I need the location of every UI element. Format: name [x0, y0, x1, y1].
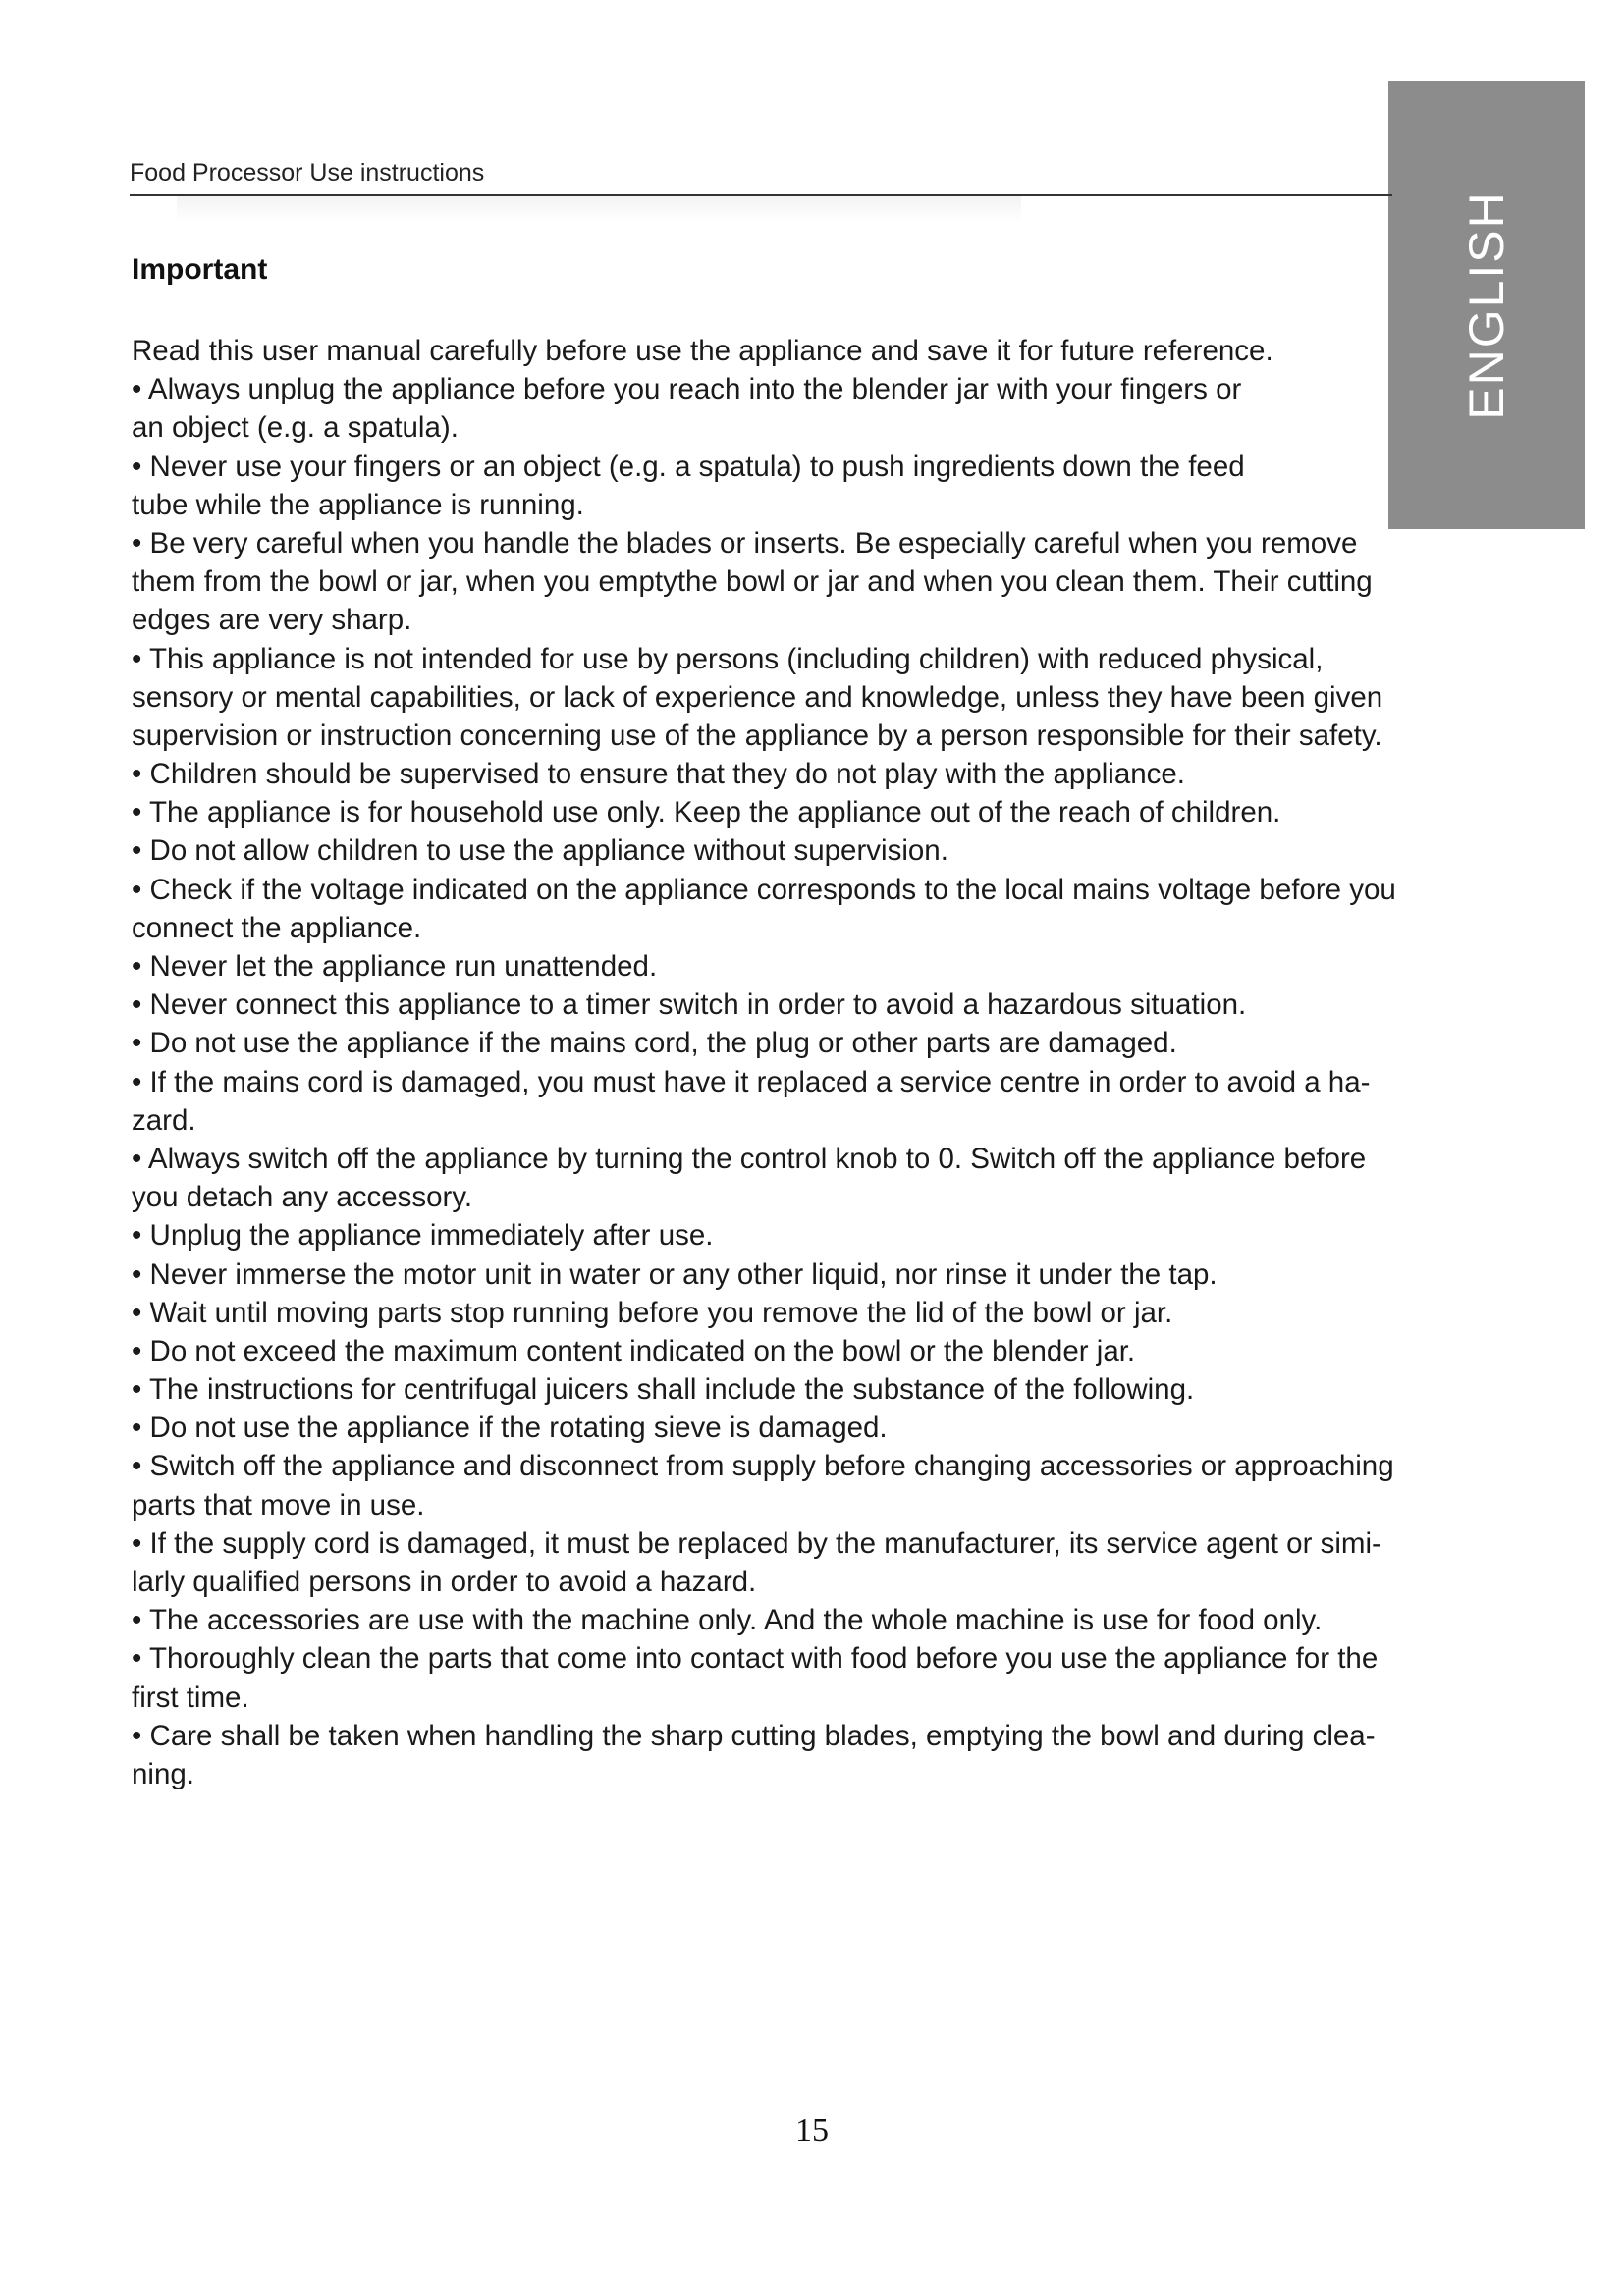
instruction-line: • Do not allow children to use the appliance without supervision.	[132, 834, 948, 868]
language-tab-label: ENGLISH	[1459, 190, 1514, 420]
instruction-line: supervision or instruction concerning use of the appliance by a person responsible for their safety.	[132, 719, 1382, 752]
instruction-line: tube while the appliance is running.	[132, 488, 584, 521]
instruction-line: • Unplug the appliance immediately after use.	[132, 1219, 714, 1253]
instruction-line: you detach any accessory.	[132, 1181, 473, 1214]
instruction-line: sensory or mental capabilities, or lack of experience and knowledge, unless they have been given	[132, 680, 1383, 714]
instruction-line: • If the mains cord is damaged, you must have it replaced a service centre in order to avoid a ha-	[132, 1065, 1371, 1098]
instruction-line: first time.	[132, 1681, 249, 1714]
section-heading: Important	[132, 253, 268, 286]
instruction-line: • Do not use the appliance if the mains cord, the plug or other parts are damaged.	[132, 1027, 1177, 1060]
instructions-body	[132, 332, 1565, 1793]
instruction-line: • Never connect this appliance to a timer switch in order to avoid a hazardous situation.	[132, 988, 1247, 1022]
instruction-line: • Never immerse the motor unit in water or any other liquid, nor rinse it under the tap.	[132, 1257, 1218, 1291]
instruction-line: • The instructions for centrifugal juicers shall include the substance of the following.	[132, 1373, 1195, 1407]
instruction-line: Read this user manual carefully before use the appliance and save it for future reference.	[132, 335, 1273, 367]
instruction-line: • Never use your fingers or an object (e.g. a spatula) to push ingredients down the feed	[132, 450, 1245, 483]
instruction-line: • Thoroughly clean the parts that come into contact with food before you use the appliance for the	[132, 1642, 1379, 1676]
instruction-line: • This appliance is not intended for use by persons (including children) with reduced physical,	[132, 642, 1324, 675]
instruction-line: edges are very sharp.	[132, 604, 412, 637]
instruction-line: • The appliance is for household use only. Keep the appliance out of the reach of children.	[132, 796, 1281, 829]
instruction-line: • The accessories are use with the machine only. And the whole machine is use for food only.	[132, 1604, 1323, 1637]
instruction-line: • Check if the voltage indicated on the appliance corresponds to the local mains voltage before you	[132, 873, 1396, 906]
instruction-line: • Always switch off the appliance by turning the control knob to 0. Switch off the appliance before	[132, 1142, 1367, 1175]
instruction-line: larly qualified persons in order to avoid a hazard.	[132, 1566, 757, 1598]
document-title: Food Processor Use instructions	[130, 159, 485, 187]
page-number: 15	[795, 2112, 829, 2149]
instruction-line: an object (e.g. a spatula).	[132, 411, 459, 445]
document-header	[130, 157, 1392, 196]
instruction-line: • Do not exceed the maximum content indicated on the bowl or the blender jar.	[132, 1334, 1136, 1367]
instruction-line: connect the appliance.	[132, 911, 422, 944]
instruction-line: • Be very careful when you handle the blades or inserts. Be especially careful when you remove	[132, 526, 1358, 560]
instruction-line: • If the supply cord is damaged, it must be replaced by the manufacturer, its service agent or simi-	[132, 1526, 1381, 1560]
instruction-line: • Never let the appliance run unattended.	[132, 950, 658, 983]
instruction-line: parts that move in use.	[132, 1488, 425, 1522]
instruction-line: • Children should be supervised to ensure that they do not play with the appliance.	[132, 758, 1186, 791]
instruction-line: • Do not use the appliance if the rotating sieve is damaged.	[132, 1412, 888, 1445]
instruction-line: ning.	[132, 1757, 194, 1790]
instruction-line: • Always unplug the appliance before you reach into the blender jar with your fingers or	[132, 373, 1242, 406]
instruction-line: • Wait until moving parts stop running before you remove the lid of the bowl or jar.	[132, 1296, 1173, 1329]
instruction-line: • Care shall be taken when handling the sharp cutting blades, emptying the bowl and during clea-	[132, 1719, 1376, 1752]
instruction-line: • Switch off the appliance and disconnect from supply before changing accessories or approaching	[132, 1450, 1394, 1483]
header-shadow	[177, 196, 1021, 222]
instruction-line: zard.	[132, 1103, 196, 1137]
instruction-line: them from the bowl or jar, when you emptythe bowl or jar and when you clean them. Their cutting	[132, 565, 1373, 599]
